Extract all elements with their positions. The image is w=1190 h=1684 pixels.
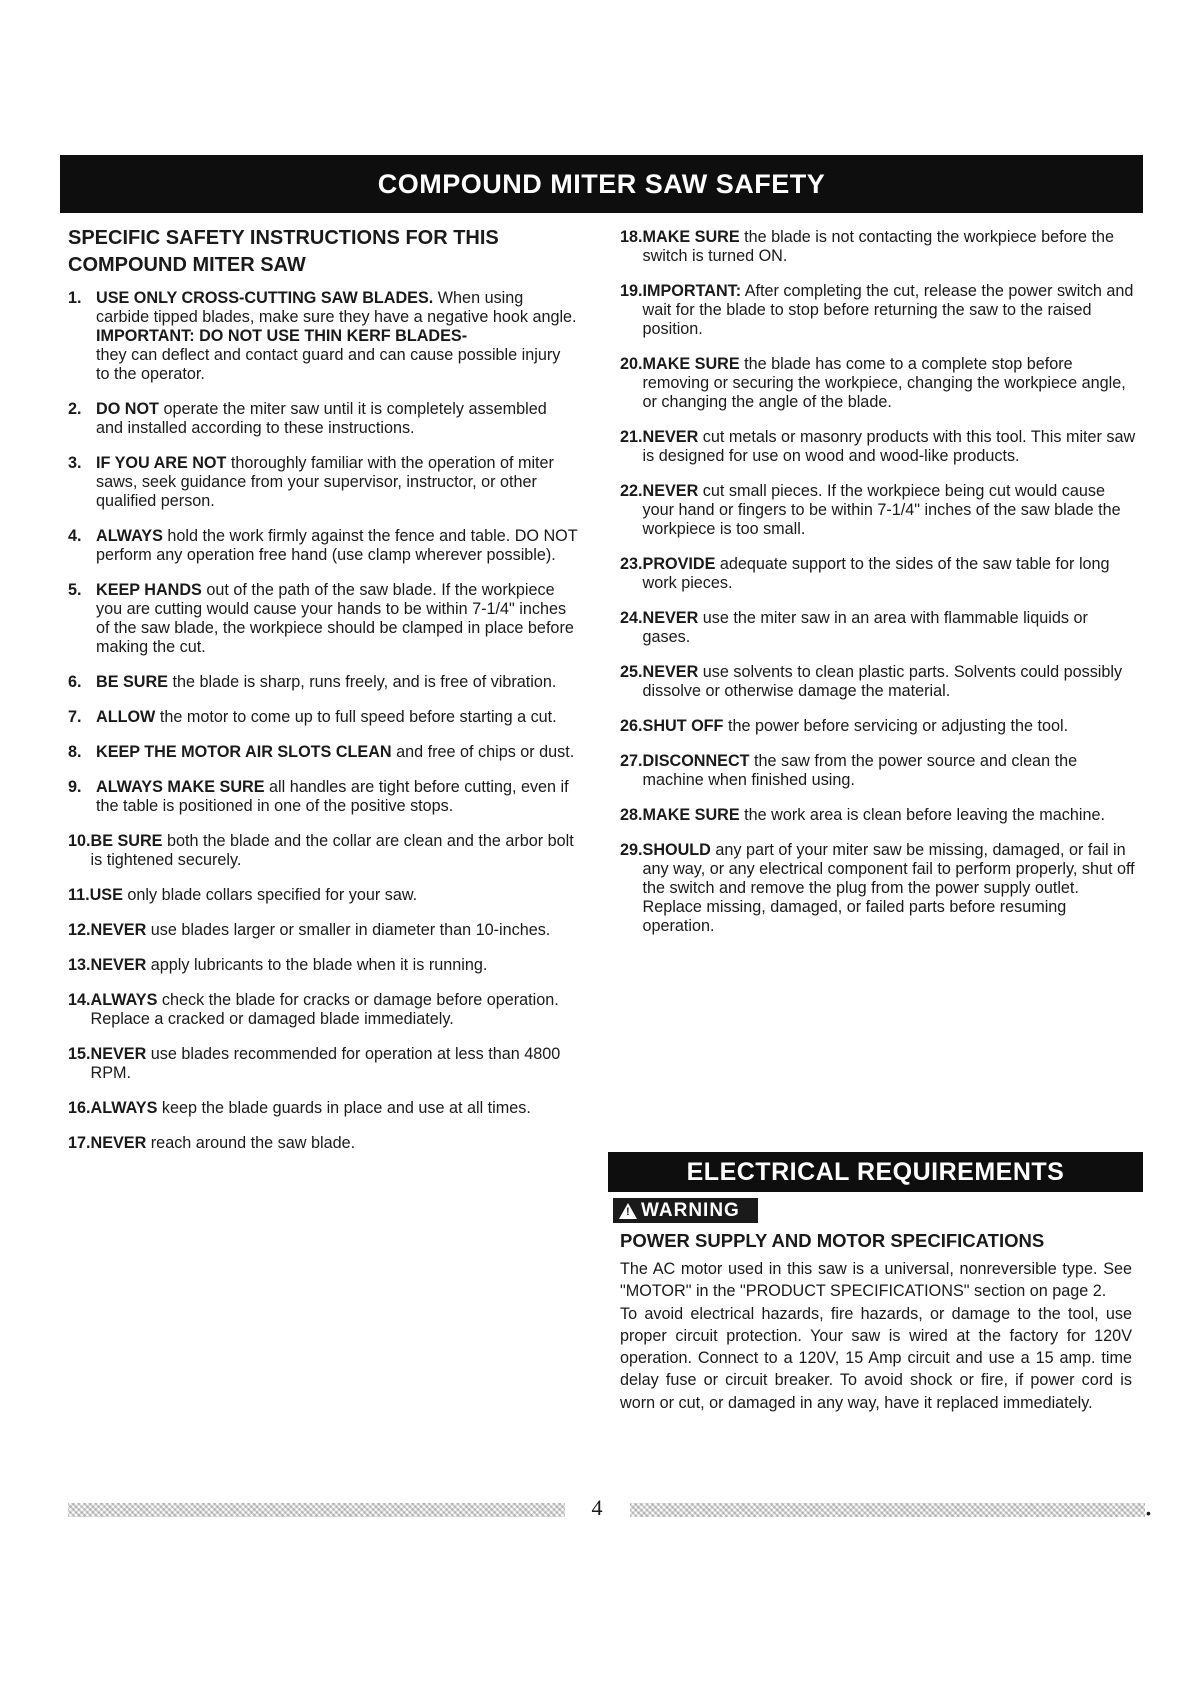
item-text: use solvents to clean plastic parts. Solvents could possibly dissolve or otherwise damage the material. <box>642 663 1123 700</box>
item-subnote-text: they can deflect and contact guard and can cause possible injury to the operator. <box>96 346 561 383</box>
item-lead: DISCONNECT <box>642 752 750 770</box>
item-number: 1. <box>68 289 82 307</box>
safety-item <box>620 555 1140 593</box>
item-body <box>91 956 578 975</box>
safety-item <box>68 956 578 975</box>
item-number: 19. <box>620 282 643 300</box>
safety-item <box>68 400 578 438</box>
page-number: 4 <box>591 1495 603 1520</box>
item-body <box>643 355 1140 412</box>
item-lead: BE SURE <box>90 832 163 850</box>
item-text: the motor to come up to full speed before starting a cut. <box>155 708 557 726</box>
item-lead: KEEP HANDS <box>96 581 202 599</box>
section-banner-safety: COMPOUND MITER SAW SAFETY <box>60 155 1143 213</box>
safety-item <box>68 289 578 384</box>
item-text: adequate support to the sides of the saw table for long work pieces. <box>642 555 1110 592</box>
item-lead: ALLOW <box>96 708 156 726</box>
item-lead: NEVER <box>642 482 699 500</box>
safety-item <box>68 1099 578 1118</box>
item-body <box>643 228 1140 266</box>
item-body <box>96 743 578 762</box>
item-text: out of the path of the saw blade. If the workpiece you are cutting would cause your hands to be within 7-1/4" inches of the saw blade, the workpiece should be clamped in place before making the cut. <box>96 581 574 656</box>
item-number: 5. <box>68 581 82 599</box>
item-body <box>90 886 578 905</box>
item-lead: MAKE SURE <box>642 806 740 824</box>
item-body <box>96 673 578 692</box>
item-number: 29. <box>620 841 643 859</box>
item-lead: SHUT OFF <box>642 717 724 735</box>
safety-item <box>68 1045 578 1083</box>
safety-item <box>68 673 578 692</box>
left-column <box>68 225 578 1169</box>
item-lead: NEVER <box>642 609 699 627</box>
item-body <box>643 841 1140 936</box>
safety-item <box>620 228 1140 266</box>
item-text: hold the work firmly against the fence and table. DO NOT perform any operation free hand (use clamp wherever possible). <box>96 527 578 564</box>
item-body <box>643 717 1140 736</box>
item-number: 7. <box>68 708 82 726</box>
item-body <box>91 832 578 870</box>
item-body <box>643 806 1140 825</box>
item-body <box>91 1099 578 1118</box>
item-number: 6. <box>68 673 82 691</box>
item-lead: BE SURE <box>96 673 168 691</box>
item-lead: NEVER <box>642 428 699 446</box>
power-paragraph-1: The AC motor used in this saw is a universal, nonreversible type. See "MOTOR" in the "PRODUCT SPECIFICATIONS" section on page 2. <box>620 1260 1132 1301</box>
item-body <box>96 400 578 438</box>
safety-item <box>68 708 578 727</box>
item-text: the blade has come to a complete stop before removing or securing the workpiece, changing the workpiece angle, or changing the angle of the blade. <box>642 355 1126 411</box>
footer-pattern-left <box>68 1503 565 1517</box>
item-text: cut small pieces. If the workpiece being cut would cause your hand or fingers to be within 7-1/4" inches of the saw blade the workpiece is too small. <box>642 482 1121 538</box>
safety-list-left <box>68 289 578 1153</box>
item-number: 25. <box>620 663 643 681</box>
item-number: 22. <box>620 482 643 500</box>
safety-item <box>68 886 578 905</box>
item-lead: ALWAYS <box>90 1099 158 1117</box>
item-number: 11. <box>68 886 90 904</box>
item-body <box>91 1134 578 1153</box>
item-body <box>96 454 578 511</box>
item-text: the saw from the power source and clean the machine when finished using. <box>642 752 1078 789</box>
item-text: and free of chips or dust. <box>391 743 575 761</box>
safety-item <box>68 581 578 657</box>
item-lead: MAKE SURE <box>642 355 740 373</box>
safety-item <box>620 609 1140 647</box>
item-text: the work area is clean before leaving the machine. <box>739 806 1105 824</box>
safety-item <box>68 743 578 762</box>
item-number: 9. <box>68 778 82 796</box>
item-number: 27. <box>620 752 643 770</box>
item-number: 17. <box>68 1134 91 1152</box>
item-body <box>643 482 1140 539</box>
item-body <box>96 708 578 727</box>
item-text: use the miter saw in an area with flammable liquids or gases. <box>642 609 1088 646</box>
safety-item <box>620 752 1140 790</box>
item-body <box>96 289 578 384</box>
item-lead: NEVER <box>90 1134 147 1152</box>
power-paragraph-2: To avoid electrical hazards, fire hazards, or damage to the tool, use proper circuit protection. Your saw is wired at the factory for 120V operation. Connect to a 120V, 15 Amp circuit and use a 15 amp. time delay fuse or circuit breaker. To avoid shock or fire, if power cord is worn or cut, or damaged in any way, have it replaced immediately. <box>620 1304 1132 1412</box>
item-number: 14. <box>68 991 91 1009</box>
item-lead: IMPORTANT: <box>642 282 742 300</box>
safety-item <box>68 832 578 870</box>
item-text: any part of your miter saw be missing, damaged, or fail in any way, or any electrical component fail to perform properly, shut off the switch and remove the plug from the power supply outlet. Replace missing, damaged, or failed parts before resuming operation. <box>642 841 1135 935</box>
item-lead: NEVER <box>90 956 147 974</box>
item-lead: DO NOT <box>96 400 159 418</box>
item-number: 24. <box>620 609 643 627</box>
item-lead: NEVER <box>90 1045 147 1063</box>
item-body <box>91 991 578 1029</box>
item-body <box>91 1045 578 1083</box>
right-column <box>620 228 1140 952</box>
item-lead: USE ONLY CROSS-CUTTING SAW BLADES. <box>96 289 434 307</box>
item-text: use blades larger or smaller in diameter than 10-inches. <box>146 921 551 939</box>
safety-item <box>620 806 1140 825</box>
item-text: operate the miter saw until it is completely assembled and installed according to these instructions. <box>96 400 547 437</box>
safety-item <box>620 428 1140 466</box>
warning-exclamation: ! <box>626 1205 630 1218</box>
item-text: use blades recommended for operation at less than 4800 RPM. <box>90 1045 561 1082</box>
power-supply-heading: POWER SUPPLY AND MOTOR SPECIFICATIONS <box>620 1230 1045 1251</box>
power-supply-section <box>620 1230 1132 1414</box>
item-number: 15. <box>68 1045 91 1063</box>
footer-dot: • <box>1146 1505 1151 1521</box>
item-number: 3. <box>68 454 82 472</box>
item-text: cut metals or masonry products with this tool. This miter saw is designed for use on wood and wood-like products. <box>642 428 1136 465</box>
safety-item <box>620 841 1140 936</box>
item-number: 13. <box>68 956 91 974</box>
specific-safety-heading: SPECIFIC SAFETY INSTRUCTIONS FOR THIS COMPOUND MITER SAW <box>68 227 499 276</box>
safety-item <box>68 921 578 940</box>
item-lead: NEVER <box>90 921 147 939</box>
safety-list-right <box>620 228 1140 936</box>
item-text: the power before servicing or adjusting the tool. <box>723 717 1069 735</box>
item-number: 8. <box>68 743 82 761</box>
item-number: 2. <box>68 400 82 418</box>
item-lead: USE <box>89 886 123 904</box>
item-text: both the blade and the collar are clean and the arbor bolt is tightened securely. <box>90 832 574 869</box>
footer-pattern-right <box>630 1503 1145 1517</box>
item-number: 16. <box>68 1099 91 1117</box>
item-lead: MAKE SURE <box>642 228 740 246</box>
item-subnote-lead: IMPORTANT: DO NOT USE THIN KERF BLADES- <box>96 327 468 345</box>
item-text: thoroughly familiar with the operation of miter saws, seek guidance from your supervisor, instructor, or other qualified person. <box>96 454 554 510</box>
item-lead: SHOULD <box>642 841 711 859</box>
item-body <box>91 921 578 940</box>
item-lead: ALWAYS MAKE SURE <box>96 778 265 796</box>
item-number: 28. <box>620 806 643 824</box>
item-body <box>643 609 1140 647</box>
item-lead: KEEP THE MOTOR AIR SLOTS CLEAN <box>96 743 392 761</box>
item-number: 26. <box>620 717 643 735</box>
item-number: 23. <box>620 555 643 573</box>
safety-item <box>620 282 1140 339</box>
warning-label: WARNING <box>641 1199 740 1221</box>
item-text: check the blade for cracks or damage before operation. Replace a cracked or damaged blade immediately. <box>90 991 559 1028</box>
item-lead: ALWAYS <box>90 991 158 1009</box>
safety-item <box>620 663 1140 701</box>
item-text: reach around the saw blade. <box>146 1134 356 1152</box>
item-body <box>643 282 1140 339</box>
safety-item <box>620 482 1140 539</box>
item-text: the blade is not contacting the workpiece before the switch is turned ON. <box>642 228 1115 265</box>
safety-item <box>68 1134 578 1153</box>
item-body <box>96 581 578 657</box>
page-footer <box>0 1495 1190 1525</box>
safety-item <box>620 717 1140 736</box>
safety-item <box>68 991 578 1029</box>
item-lead: NEVER <box>642 663 699 681</box>
item-body <box>96 778 578 816</box>
item-lead: ALWAYS <box>96 527 163 545</box>
item-body <box>643 428 1140 466</box>
item-number: 21. <box>620 428 643 446</box>
item-text: the blade is sharp, runs freely, and is free of vibration. <box>167 673 557 691</box>
item-number: 12. <box>68 921 91 939</box>
item-number: 18. <box>620 228 643 246</box>
item-lead: IF YOU ARE NOT <box>96 454 227 472</box>
item-subnote <box>96 327 578 384</box>
item-text: only blade collars specified for your saw. <box>122 886 418 904</box>
safety-item <box>68 454 578 511</box>
item-number: 4. <box>68 527 82 545</box>
warning-badge <box>613 1198 758 1223</box>
item-lead: PROVIDE <box>642 555 716 573</box>
item-number: 10. <box>68 832 91 850</box>
item-body <box>643 752 1140 790</box>
safety-item <box>68 527 578 565</box>
warning-triangle-icon <box>619 1203 637 1219</box>
item-body <box>96 527 578 565</box>
safety-item <box>68 778 578 816</box>
item-text: When using carbide tipped blades, make sure they have a negative hook angle. <box>96 289 577 326</box>
item-text: apply lubricants to the blade when it is running. <box>146 956 488 974</box>
item-text: After completing the cut, release the power switch and wait for the blade to stop before returning the saw to the raised position. <box>642 282 1134 338</box>
item-body <box>643 663 1140 701</box>
item-number: 20. <box>620 355 643 373</box>
item-body <box>643 555 1140 593</box>
item-text: all handles are tight before cutting, even if the table is positioned in one of the positive stops. <box>96 778 569 815</box>
section-banner-electrical: ELECTRICAL REQUIREMENTS <box>608 1152 1143 1192</box>
safety-item <box>620 355 1140 412</box>
item-text: keep the blade guards in place and use at all times. <box>157 1099 531 1117</box>
